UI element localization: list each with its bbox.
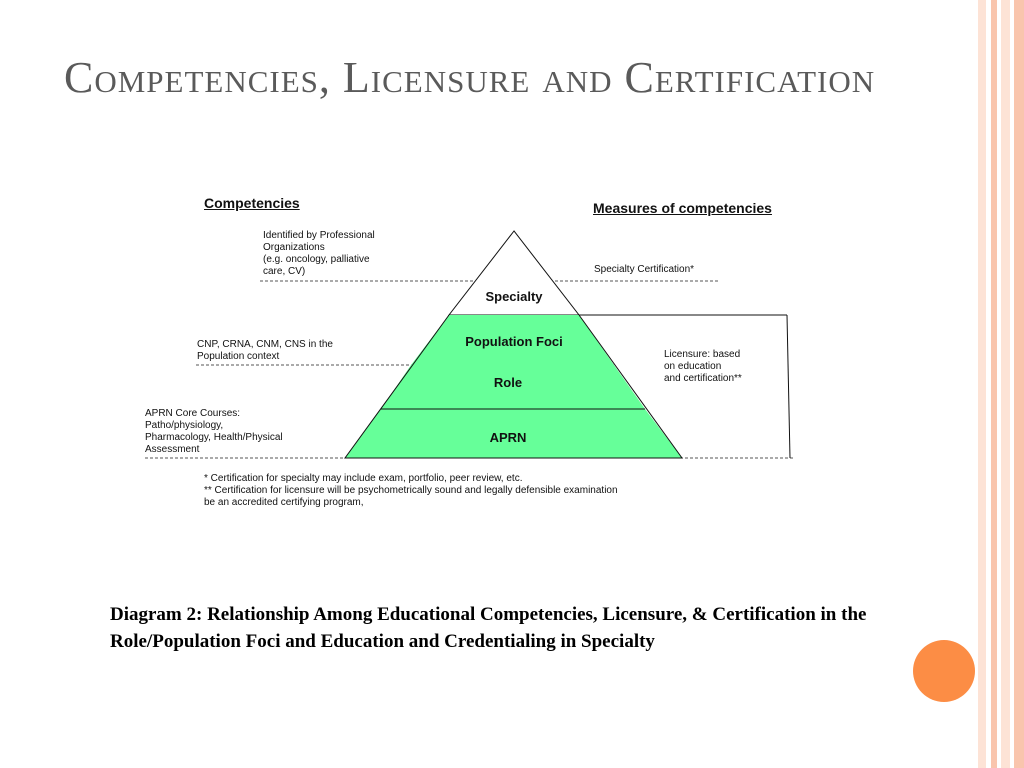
note-licensure: Licensure: based on education and certification** bbox=[664, 349, 742, 384]
footnote-2: ** Certification for licensure will be psychometrically sound and legally defensible examination bbox=[204, 485, 618, 496]
level-population-foci-label: Population Foci bbox=[465, 334, 563, 349]
licensure-bracket-side bbox=[787, 315, 790, 458]
level-role-label: Role bbox=[493, 375, 523, 390]
level-specialty-label: Specialty bbox=[485, 289, 543, 304]
accent-circle bbox=[913, 640, 975, 702]
note-specialty-certification: Specialty Certification* bbox=[594, 264, 695, 275]
diagram-caption: Diagram 2: Relationship Among Educational Competencies, Licensure, & Certification in the Role/Population Foci and Education and Credentialing in Specialty bbox=[110, 604, 867, 652]
level-aprn-label: APRN bbox=[489, 430, 527, 445]
slide-title: Competencies, Licensure and Certification bbox=[64, 53, 876, 102]
measures-header: Measures of competencies bbox=[593, 200, 772, 216]
note-professional-organizations: Identified by Professional Organizations (e.g. oncology, palliative care, CV) bbox=[263, 230, 375, 277]
competencies-header: Competencies bbox=[204, 195, 300, 211]
note-core-courses: APRN Core Courses: Patho/physiology, Pharmacology, Health/Physical Assessment bbox=[145, 408, 283, 455]
note-population-context: CNP, CRNA, CNM, CNS in the Population context bbox=[197, 339, 333, 362]
footnote-3: be an accredited certifying program, bbox=[204, 497, 364, 508]
footnote-1: * Certification for specialty may include exam, portfolio, peer review, etc. bbox=[204, 473, 523, 484]
